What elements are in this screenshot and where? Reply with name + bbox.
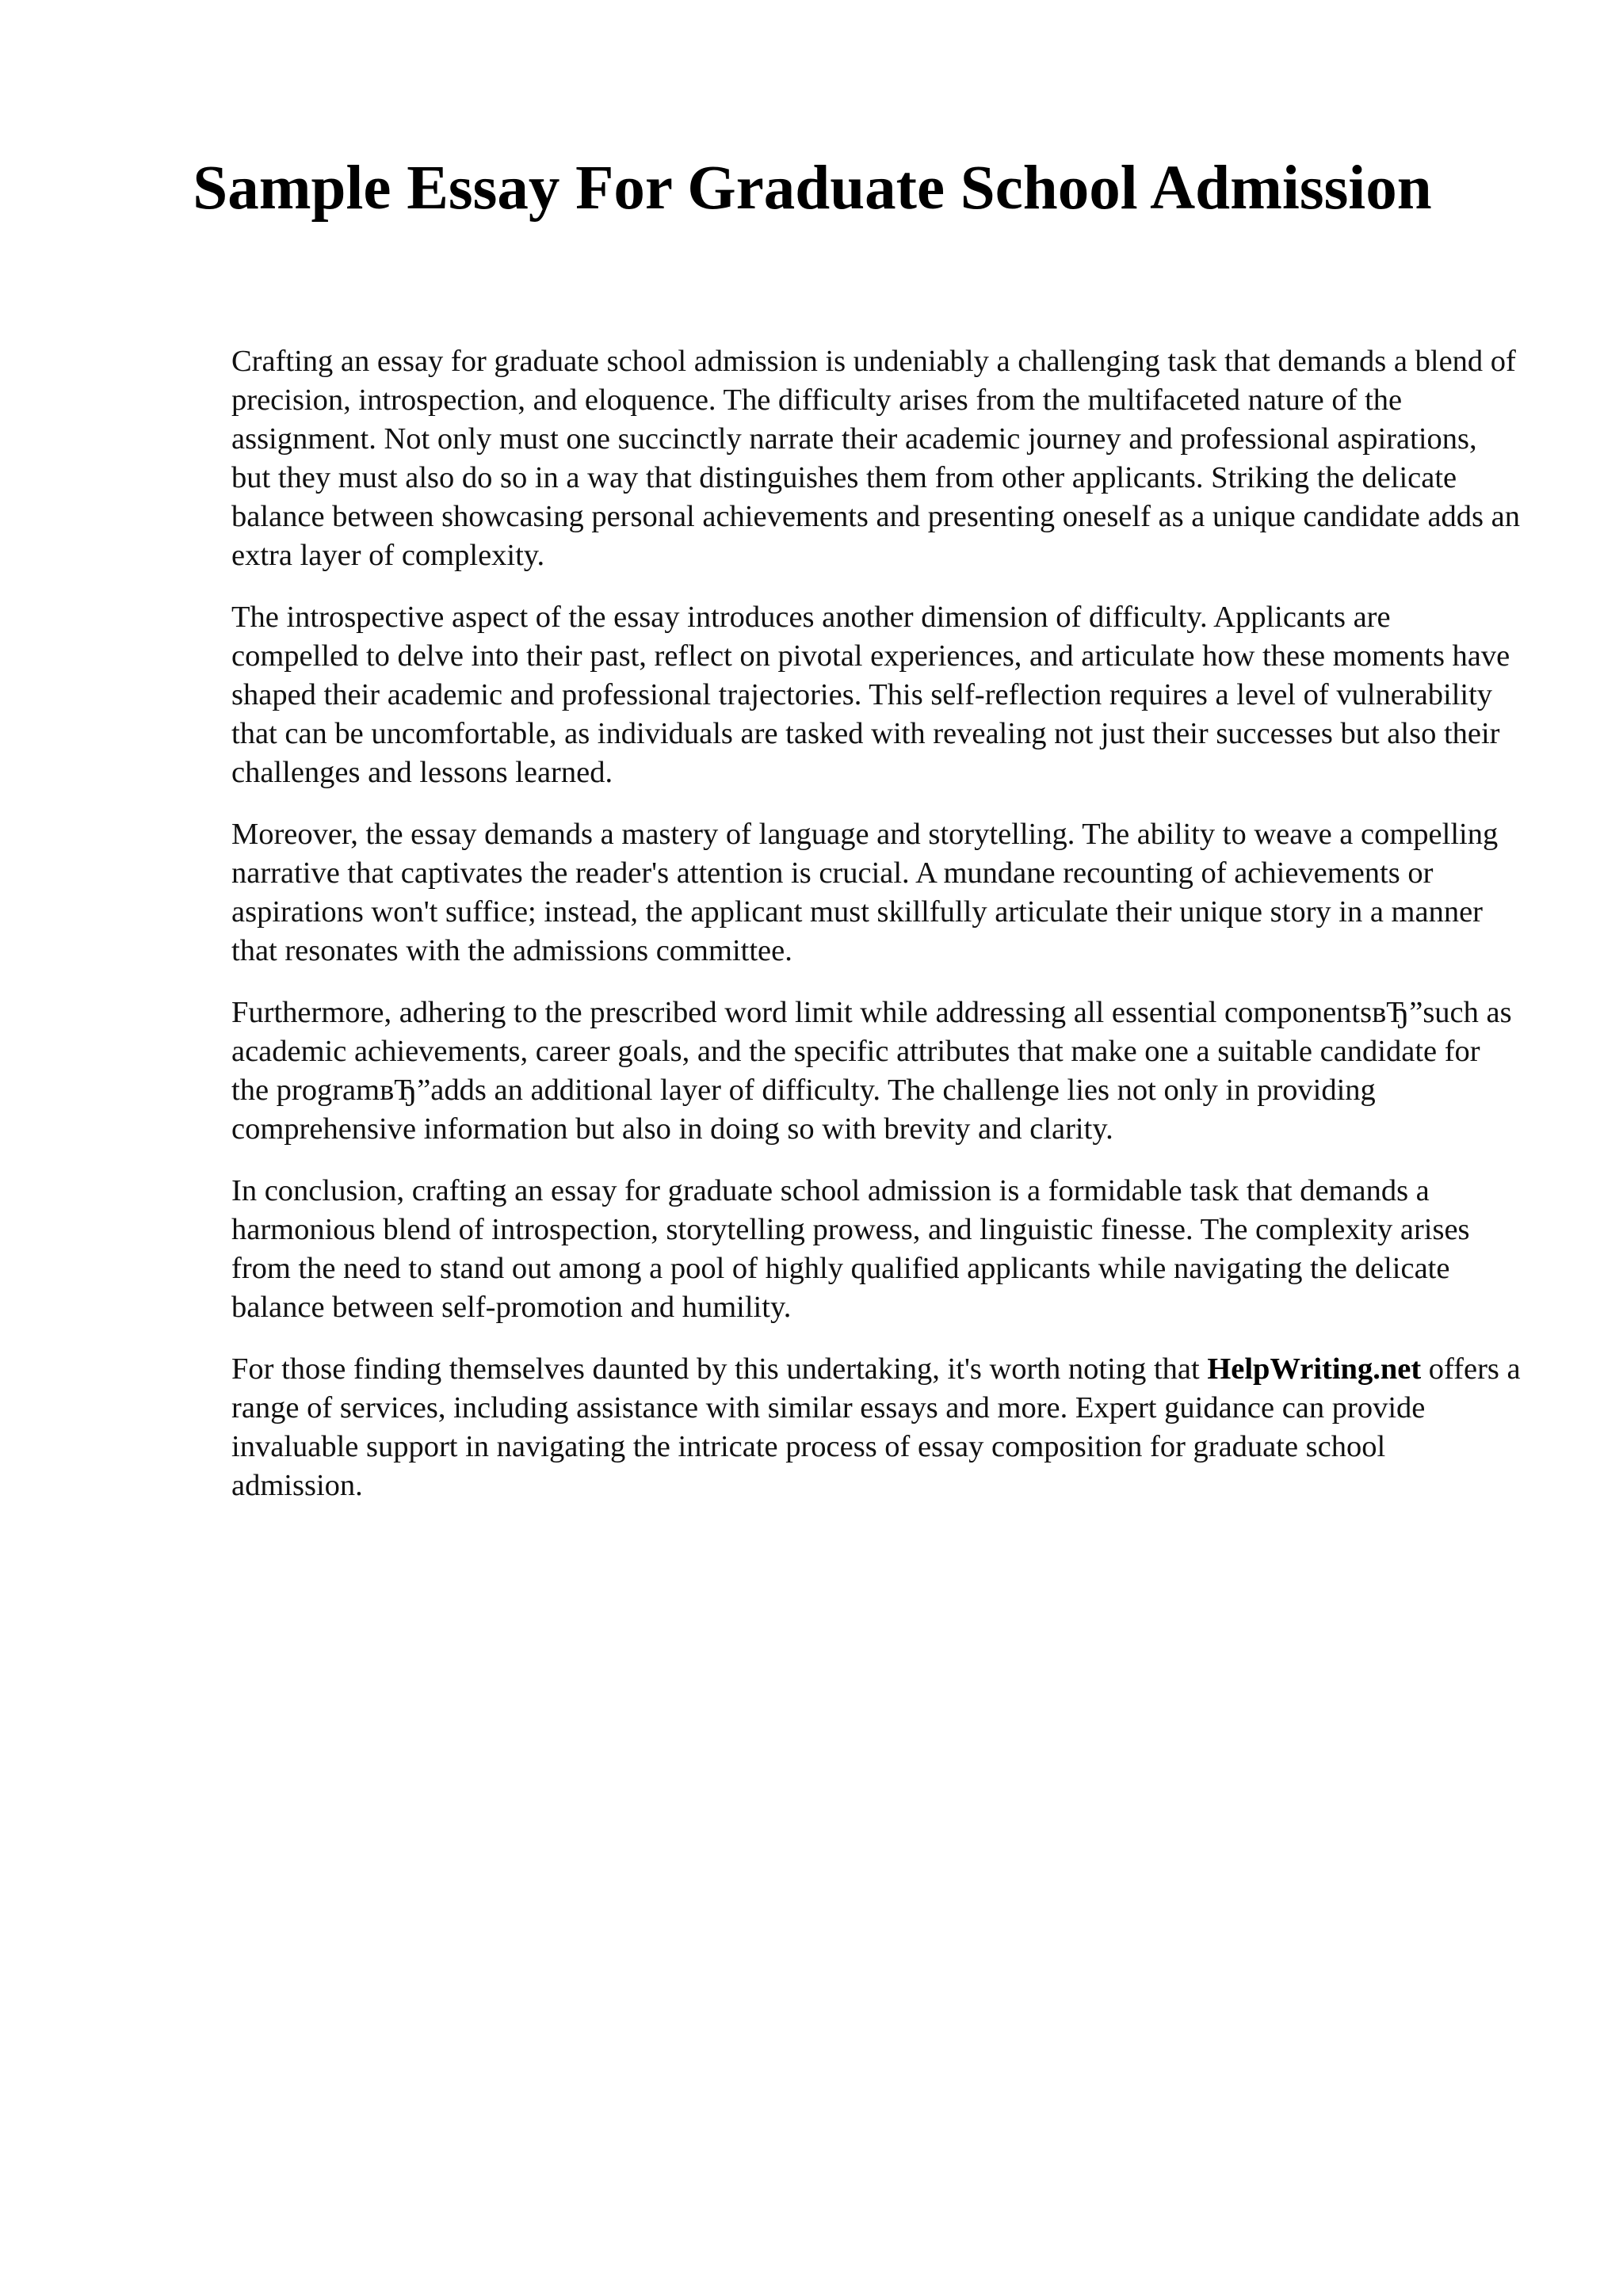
paragraph-word-limit: Furthermore, adhering to the prescribed word limit while addressing all essential componentsвЂ”such as academic achievements, career goals, and the specific attributes that make one a suitable candidate for the programвЂ”adds an additional layer of difficulty. The challenge lies not only in providing comprehensive information but also in doing so with brevity and clarity. [231, 996, 1512, 1146]
document-body [231, 342, 1523, 1528]
document-title: Sample Essay For Graduate School Admission [193, 154, 1432, 223]
closing-tail-text: offers a range of services, including assistance with similar essays and more. Expert guidance can provide invaluable support in navigating the intricate process of essay composition for graduate school admission. [231, 1352, 1521, 1502]
paragraph-introspection: The introspective aspect of the essay introduces another dimension of difficulty. Applicants are compelled to delve into their past, reflect on pivotal experiences, and articulate how these moments have shaped their academic and professional trajectories. This self-reflection requires a level of vulnerability that can be uncomfortable, as individuals are tasked with revealing not just their successes but also their challenges and lessons learned. [231, 601, 1510, 789]
paragraph-closing [231, 1350, 1523, 1505]
paragraph-conclusion: In conclusion, crafting an essay for graduate school admission is a formidable task that demands a harmonious blend of introspection, storytelling prowess, and linguistic finesse. The complexity arises from the need to stand out among a pool of highly qualified applicants while navigating the delicate balance between self-promotion and humility. [231, 1174, 1470, 1324]
paragraph-intro: Crafting an essay for graduate school admission is undeniably a challenging task that demands a blend of precision, introspection, and eloquence. The difficulty arises from the multifaceted nature of the assignment. Not only must one succinctly narrate their academic journey and professional aspirations, but they must also do so in a way that distinguishes them from other applicants. Striking the delicate balance between showcasing personal achievements and presenting oneself as a unique candidate adds an extra layer of complexity. [231, 345, 1521, 572]
closing-lead-text: For those finding themselves daunted by this undertaking, it's worth noting that [231, 1352, 1208, 1386]
helpwriting-brand: HelpWriting.net [1207, 1352, 1422, 1386]
paragraph-storytelling: Moreover, the essay demands a mastery of language and storytelling. The ability to weave a compelling narrative that captivates the reader's attention is crucial. A mundane recounting of achievements or aspirations won't suffice; instead, the applicant must skillfully articulate their unique story in a manner that resonates with the admissions committee. [231, 818, 1499, 967]
